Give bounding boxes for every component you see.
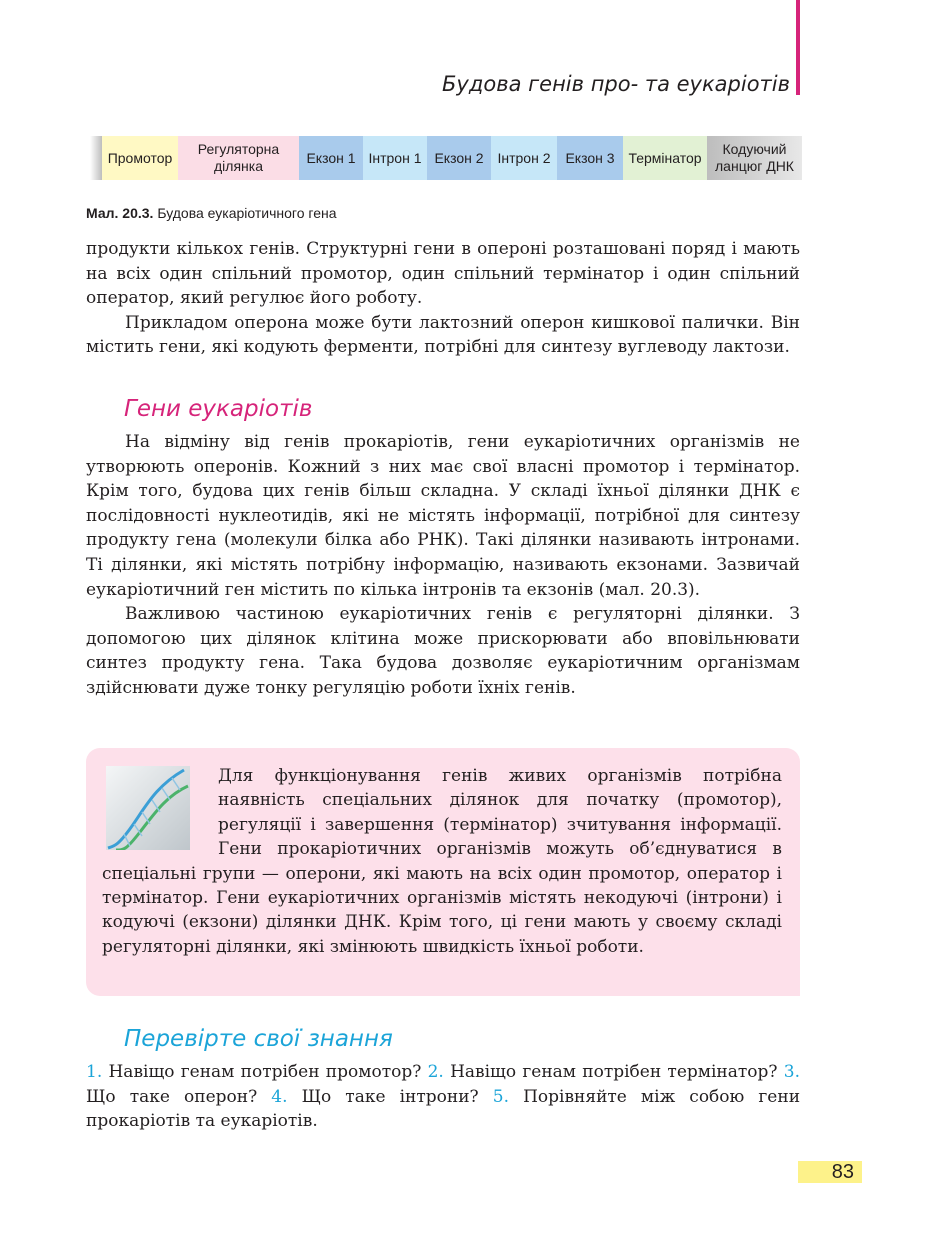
header-accent-bar — [796, 0, 800, 95]
paragraph: продукти кількох генів. Структурні гени в опероні розташовані поряд і мають на всіх один спільний промотор, один спільний термінатор і один спільний оператор, який регулює його роботу. — [86, 239, 800, 309]
question-number: 4. — [271, 1086, 288, 1107]
running-head: Будова генів про- та еукаріотів — [442, 72, 790, 96]
gene-structure-diagram — [90, 136, 802, 180]
questions-list — [86, 1060, 800, 1134]
gene-segment-coding-strand: Кодуючий ланцюг ДНК — [707, 136, 802, 180]
question-text: Що таке оперон? — [86, 1086, 258, 1107]
question-text: Навіщо генам потрібен термінатор? — [450, 1062, 778, 1082]
gene-segment-terminator: Термінатор — [623, 136, 707, 180]
gene-segment-regulatory: Регуляторна ділянка — [178, 136, 299, 180]
section-title-eukaryotes: Гени еукаріотів — [124, 396, 313, 422]
question-number: 2. — [427, 1062, 444, 1082]
summary-text-block — [102, 764, 782, 959]
paragraph: Прикладом оперона може бути лактозний оперон кишкової палички. Він містить гени, які кодують ферменти, потрібні для синтезу вуглеводу лактози. — [86, 312, 800, 358]
figure-number: Мал. 20.3. — [86, 205, 154, 221]
gene-segment-intron-2: Інтрон 2 — [491, 136, 557, 180]
body-text-eukaryotes — [86, 430, 800, 701]
figure-caption — [86, 205, 337, 221]
question-text: Що таке інтрони? — [301, 1086, 479, 1107]
question-text: Порівняйте між собою гени прокаріотів та еукаріотів. — [86, 1086, 801, 1132]
question-number: 1. — [86, 1062, 103, 1082]
gene-strip-lead — [90, 136, 102, 180]
body-text-top — [86, 237, 800, 360]
gene-segment-promoter: Промотор — [102, 136, 178, 180]
icon-spacer — [102, 764, 218, 860]
page-number-box — [798, 1161, 862, 1183]
question-number: 5. — [492, 1086, 509, 1107]
paragraph: На відміну від генів прокаріотів, гени еукаріотичних організмів не утворюють оперонів. Кожний з них має свої власні промотор і термінатор. Крім того, будова цих генів більш складна. У складі їхньої ділянки ДНК є послідовності нуклеотидів, які не містять інформації, потрібної для синтезу продукту гена (молекули білка або РНК). Такі ділянки називають інтронами. Ті ділянки, які містять потрібну інформацію, називають екзонами. Зазвичай еукаріотичний ген містить по кілька інтронів та екзонів (мал. 20.3). — [86, 432, 800, 600]
gene-segment-exon-2: Екзон 2 — [427, 136, 491, 180]
question-text: Навіщо генам потрібен промотор? — [108, 1062, 422, 1082]
gene-segment-exon-1: Екзон 1 — [299, 136, 363, 180]
paragraph: Важливою частиною еукаріотичних генів є регуляторні ділянки. З допомогою цих ділянок клітина може прискорювати або вповільнювати синтез продукту гена. Така будова дозволяє еукаріотичним організмам здійснювати дуже тонку регуляцію роботи їхніх генів. — [86, 604, 800, 698]
page-number: 83 — [831, 1161, 854, 1183]
gene-segment-exon-3: Екзон 3 — [557, 136, 623, 180]
section-title-check: Перевірте свої знання — [124, 1026, 393, 1052]
figure-caption-text: Будова еукаріотичного гена — [157, 205, 337, 221]
summary-text: Для функціонування генів живих організмів потрібна наявність спеціальних ділянок для початку (промотор), регуляції і завершення (термінатор) зчитування інформації. Гени прокаріотичних організмів можуть об’єднуватися в спеціальні групи — оперони, які мають на всіх один промотор, оператор і термінатор. Гени еукаріотичних організмів містять некодуючі (інтрони) і кодуючі (екзони) ділянки ДНК. Крім того, ці гени мають у своєму складі регуляторні ділянки, які змінюють швидкість їхньої роботи. — [102, 766, 782, 957]
gene-segment-intron-1: Інтрон 1 — [363, 136, 427, 180]
question-number: 3. — [783, 1062, 801, 1082]
